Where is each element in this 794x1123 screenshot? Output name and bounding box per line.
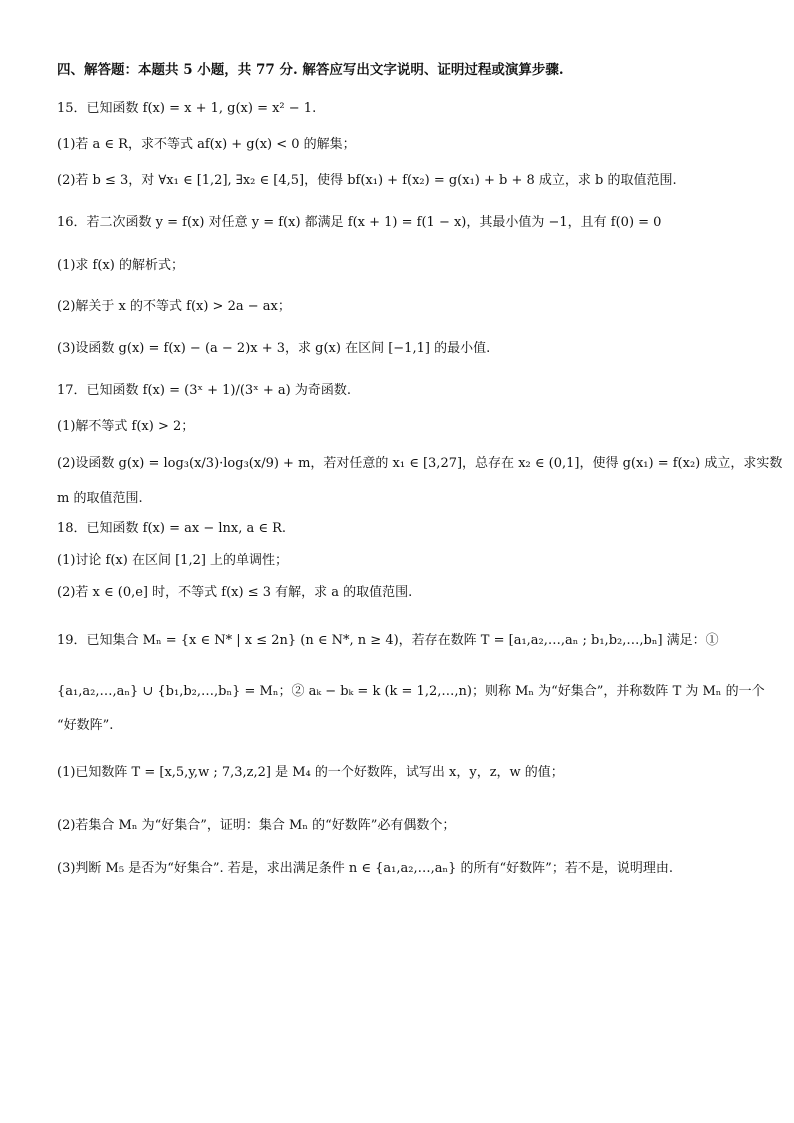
problem-16-part-2: (2)解关于 x 的不等式 f(x) > 2a − ax；: [57, 299, 291, 314]
problem-19-statement-cont: {a₁,a₂,…,aₙ} ∪ {b₁,b₂,…,bₙ} = Mₙ；② aₖ − bₖ = k (k = 1,2,…,n)；则称 Mₙ 为“好集合”，并称数阵 T 为 Mₙ 的一个: [57, 684, 765, 699]
problem-16-part-3: (3)设函数 g(x) = f(x) − (a − 2)x + 3，求 g(x) 在区间 [−1,1] 的最小值.: [57, 341, 491, 356]
problem-17-part-2-cont: m 的取值范围.: [57, 491, 143, 506]
problem-18-statement: 18．已知函数 f(x) = ax − lnx, a ∈ R.: [57, 521, 287, 536]
problem-19-part-1: (1)已知数阵 T = [x,5,y,w ; 7,3,z,2] 是 M₄ 的一个好数阵，试写出 x，y，z，w 的值；: [57, 765, 564, 780]
problem-18-part-2: (2)若 x ∈ (0,e] 时，不等式 f(x) ≤ 3 有解，求 a 的取值范围.: [57, 585, 413, 600]
problem-17-part-2: (2)设函数 g(x) = log₃(x/3)·log₃(x/9) + m，若对任意的 x₁ ∈ [3,27]，总存在 x₂ ∈ (0,1]，使得 g(x₁) = f(x₂) 成立，求实数: [57, 456, 783, 471]
problem-16-part-1: (1)求 f(x) 的解析式；: [57, 258, 184, 273]
section-title: 四、解答题：本题共 5 小题，共 77 分. 解答应写出文字说明、证明过程或演算步骤.: [57, 62, 564, 78]
problem-18-part-1: (1)讨论 f(x) 在区间 [1,2] 上的单调性；: [57, 553, 289, 568]
problem-15-statement: 15．已知函数 f(x) = x + 1, g(x) = x² − 1.: [57, 101, 317, 116]
problem-19-part-3: (3)判断 M₅ 是否为“好集合”. 若是，求出满足条件 n ∈ {a₁,a₂,…,aₙ} 的所有“好数阵”；若不是，说明理由.: [57, 861, 673, 876]
problem-17-statement: 17．已知函数 f(x) = (3ˣ + 1)/(3ˣ + a) 为奇函数.: [57, 383, 351, 398]
problem-15-part-2: (2)若 b ≤ 3，对 ∀x₁ ∈ [1,2], ∃x₂ ∈ [4,5]，使得 bf(x₁) + f(x₂) = g(x₁) + b + 8 成立，求 b 的取值范围.: [57, 173, 677, 188]
problem-16-statement: 16．若二次函数 y = f(x) 对任意 y = f(x) 都满足 f(x + 1) = f(1 − x)，其最小值为 −1，且有 f(0) = 0: [57, 215, 662, 230]
problem-19-statement-end: “好数阵”.: [57, 718, 114, 733]
problem-19-statement: 19．已知集合 Mₙ = {x ∈ N* | x ≤ 2n} (n ∈ N*, n ≥ 4)，若存在数阵 T = [a₁,a₂,…,aₙ ; b₁,b₂,…,bₙ] 满足：①: [57, 633, 719, 648]
problem-17-part-1: (1)解不等式 f(x) > 2；: [57, 419, 195, 434]
problem-19-part-2: (2)若集合 Mₙ 为“好集合”，证明：集合 Mₙ 的“好数阵”必有偶数个；: [57, 818, 456, 833]
problem-15-part-1: (1)若 a ∈ R，求不等式 af(x) + g(x) < 0 的解集；: [57, 137, 356, 152]
